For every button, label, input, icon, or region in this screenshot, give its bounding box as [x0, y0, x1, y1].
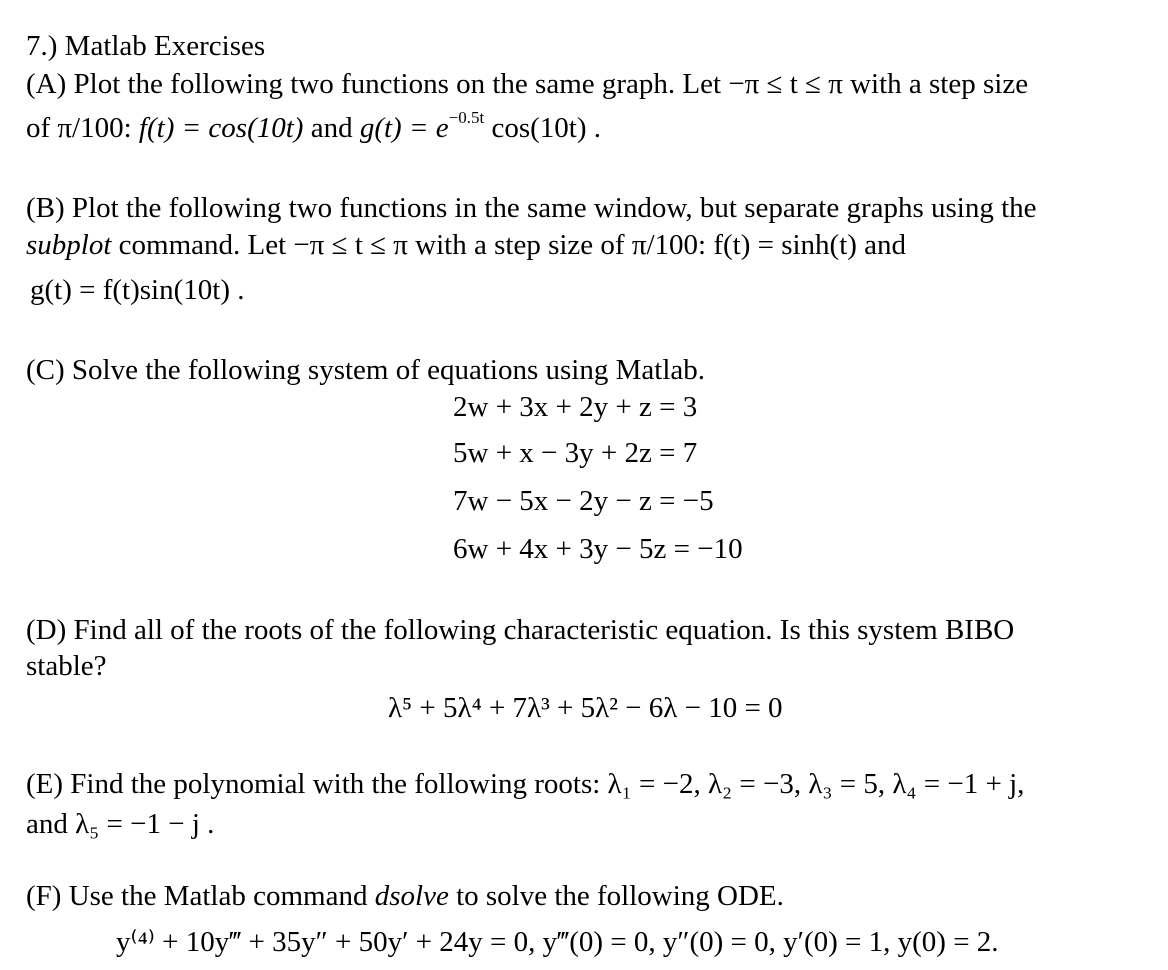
part-d-line1: (D) Find all of the roots of the following characteristic equation. Is this system BIBO	[26, 614, 1015, 646]
part-b-line2-rest: command. Let −π ≤ t ≤ π with a step size of π/100: f(t) = sinh(t) and	[111, 229, 907, 261]
part-f-cmd: dsolve	[374, 880, 449, 912]
part-d-equation: λ⁵ + 5λ⁴ + 7λ³ + 5λ² − 6λ − 10 = 0	[388, 692, 783, 724]
part-f-line1	[26, 880, 784, 913]
part-c-eq-3: 7w − 5x − 2y − z = −5	[453, 485, 714, 517]
part-a-step: of π/100:	[26, 112, 139, 144]
part-b-line3: g(t) = f(t)sin(10t) .	[30, 274, 245, 306]
part-f-post: to solve the following ODE.	[448, 880, 784, 912]
part-b-line1: (B) Plot the following two functions in the same window, but separate graphs using the	[26, 192, 1037, 224]
part-c-line1: (C) Solve the following system of equations using Matlab.	[26, 354, 706, 386]
part-a-g-post: cos(10t) .	[484, 112, 601, 144]
part-c-eq-2: 5w + x − 3y + 2z = 7	[453, 437, 698, 469]
part-a-g-exp: −0.5t	[448, 108, 485, 127]
part-c-eq-1: 2w + 3x + 2y + z = 3	[453, 391, 698, 423]
part-a-line2	[26, 108, 601, 145]
heading: 7.) Matlab Exercises	[26, 30, 266, 62]
part-b-cmd: subplot	[26, 229, 112, 261]
part-a-and: and	[303, 112, 360, 144]
part-b-line2	[26, 229, 906, 262]
part-d-line2: stable?	[26, 650, 107, 682]
part-a-g-pre: g(t) = e	[359, 112, 449, 144]
part-a-f: f(t) = cos(10t)	[138, 112, 304, 144]
part-f-equation: y⁽⁴⁾ + 10y‴ + 35y″ + 50y′ + 24y = 0, y‴(0) = 0, y″(0) = 0, y′(0) = 1, y(0) = 2.	[116, 926, 999, 958]
part-c-eq-4: 6w + 4x + 3y − 5z = −10	[453, 533, 743, 565]
part-f-pre: (F) Use the Matlab command	[26, 880, 375, 912]
part-e-line2: and λ₅ = −1 − j .	[26, 808, 215, 840]
part-e-line1: (E) Find the polynomial with the following roots: λ₁ = −2, λ₂ = −3, λ₃ = 5, λ₄ = −1 + j,	[26, 768, 1025, 800]
part-a-line1: (A) Plot the following two functions on the same graph. Let −π ≤ t ≤ π with a step size	[26, 68, 1029, 100]
